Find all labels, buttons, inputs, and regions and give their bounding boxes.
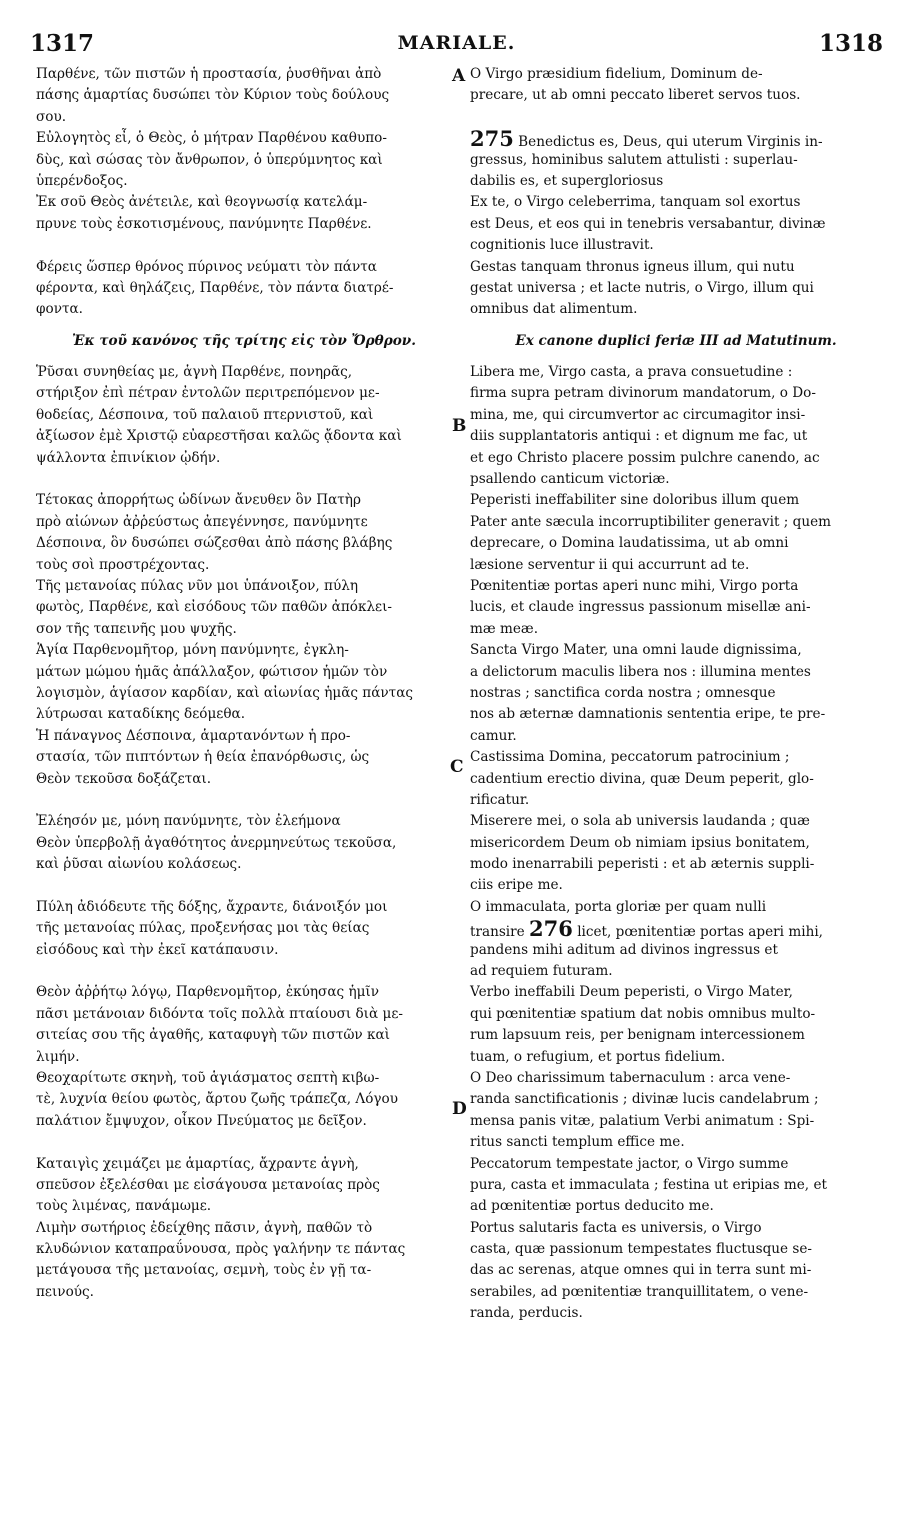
text-line: nos ab æternæ damnationis sententia eripe, te pre- — [470, 706, 826, 723]
text-line: ciis eripe me. — [470, 877, 563, 894]
latin-paragraph — [470, 640, 882, 747]
text-line: εἰσόδους καὶ τὴν ἐκεῖ κατάπαυσιν. — [36, 941, 279, 958]
text-line: σον τῆς ταπεινῆς μου ψυχῆς. — [36, 620, 237, 637]
text-line: Θεὸν τεκοῦσα δοξάζεται. — [36, 770, 212, 787]
text-line: camur. — [470, 727, 517, 744]
text-line: θοδείας, Δέσποινα, τοῦ παλαιοῦ πτερνιστοῦ, καὶ — [36, 406, 374, 423]
text-line: ritus sancti templum effice me. — [470, 1134, 685, 1151]
text-line: ὑπερένδοξος. — [36, 172, 128, 189]
text-line: Εὐλογητὸς εἶ, ὁ Θεὸς, ὁ μήτραν Παρθένου καθυπο- — [36, 130, 387, 147]
greek-paragraph — [36, 257, 452, 321]
text-line: Δέσποινα, ὃν δυσώπει σώζεσθαι ἀπὸ πάσης βλάβης — [36, 535, 393, 552]
text-line: τοὺς σοὶ προστρέχοντας. — [36, 556, 210, 573]
text-line: O immaculata, porta gloriæ per quam nulli — [470, 898, 767, 915]
latin-paragraph — [470, 64, 882, 107]
text-line: diis supplantatoris antiqui : et dignum me fac, ut — [470, 428, 808, 445]
greek-paragraph — [36, 726, 452, 790]
text-line: πρὸ αἰώνων ἀῤῥεύστως ἀπεγέννησε, πανύμνητε — [36, 513, 368, 530]
greek-column — [36, 64, 452, 1303]
text-line: μάτων μώμου ἡμᾶς ἀπάλλαξον, φώτισον ἡμῶν τὸν — [36, 663, 388, 680]
text-line: σου. — [36, 108, 67, 125]
text-line: randa sanctificationis ; divinæ lucis candelabrum ; — [470, 1091, 819, 1108]
greek-paragraph — [36, 192, 452, 235]
text-line: τὲ, λυχνία θείου φωτὸς, ἄρτου ζωῆς τράπεζα, Λόγου — [36, 1091, 398, 1108]
text-segment: Benedictus es, Deus, qui uterum Virginis in- — [518, 134, 823, 151]
margin-letter-d: D — [452, 1099, 467, 1119]
text-line: Ἁγία Παρθενομῆτορ, μόνη πανύμνητε, ἐγκλη- — [36, 642, 349, 659]
column-number-275: 275 — [470, 126, 514, 152]
text-line: στήριξον ἐπὶ πέτραν ἐντολῶν περιτρεπόμενον με- — [36, 385, 380, 402]
text-line: rum lapsuum reis, per benignam intercessionem — [470, 1027, 805, 1044]
text-line: psallendo canticum victoriæ. — [470, 471, 670, 488]
text-line: precare, ut ab omni peccato liberet servos tuos. — [470, 87, 801, 104]
text-line: serabiles, ad pœnitentiæ tranquillitatem, o vene- — [470, 1283, 809, 1300]
text-line: Ἐλέησόν με, μόνη πανύμνητε, τὸν ἐλεήμονα — [36, 813, 341, 830]
latin-paragraph — [470, 128, 882, 192]
text-line: ad requiem futuram. — [470, 963, 613, 980]
latin-paragraph — [470, 1154, 882, 1218]
text-line: Castissima Domina, peccatorum patrocinium ; — [470, 749, 790, 766]
text-line: Λιμὴν σωτήριος ἐδείχθης πᾶσιν, ἁγνὴ, παθῶν τὸ — [36, 1219, 373, 1236]
latin-paragraph — [470, 982, 882, 1068]
greek-paragraph — [36, 576, 452, 640]
margin-letter-a: A — [452, 66, 466, 86]
text-line: randa, perducis. — [470, 1305, 583, 1322]
text-line: τοὺς λιμένας, πανάμωμε. — [36, 1198, 212, 1215]
text-line: φοντα. — [36, 301, 83, 318]
text-line: modo inenarrabili peperisti : et ab æternis suppli- — [470, 856, 815, 873]
text-line: φέροντα, καὶ θηλάζεις, Παρθένε, τὸν πάντα διατρέ- — [36, 279, 394, 296]
text-line: ἀξίωσον ἐμὲ Χριστῷ εὐαρεστῆσαι καλῶς ᾄδοντα καὶ — [36, 428, 402, 445]
text-line: παλάτιον ἔμψυχον, οἶκον Πνεύματος με δεῖξον. — [36, 1112, 367, 1129]
text-line: das ac serenas, atque omnes qui in terra sunt mi- — [470, 1262, 812, 1279]
greek-section-heading: Ἐκ τοῦ κανόνος τῆς τρίτης εἰς τὸν Ὄρθρον. — [72, 332, 416, 349]
text-line: Τῆς μετανοίας πύλας νῦν μοι ὑπάνοιξον, πύλη — [36, 577, 359, 594]
text-line: στασία, τῶν πιπτόντων ἡ θεία ἐπανόρθωσις, ὡς — [36, 749, 370, 766]
latin-paragraph — [470, 1068, 882, 1154]
text-line: Παρθένε, τῶν πιστῶν ἡ προστασία, ῥυσθῆναι ἀπὸ — [36, 66, 382, 82]
text-line: misericordem Deum ob nimiam ipsius bonitatem, — [470, 834, 810, 851]
text-line: pura, casta et immaculata ; festina ut eripias me, et — [470, 1176, 827, 1193]
column-number-276: 276 — [529, 916, 573, 942]
text-line: Gestas tanquam thronus igneus illum, qui nutu — [470, 258, 795, 275]
text-line: mensa panis vitæ, palatium Verbi animatum : Spi- — [470, 1112, 815, 1129]
text-line: Τέτοκας ἀπορρήτως ὠδίνων ἄνευθεν ὃν Πατὴρ — [36, 492, 361, 509]
text-line: πρυνε τοὺς ἐσκοτισμένους, πανύμνητε Παρθένε. — [36, 215, 372, 232]
text-line: Pater ante sæcula incorruptibiliter generavit ; quem — [470, 513, 832, 530]
greek-paragraph — [36, 640, 452, 726]
text-line: φωτὸς, Παρθένε, καὶ εἰσόδους τῶν παθῶν ἀπόκλει- — [36, 599, 393, 616]
page-header — [0, 30, 913, 58]
latin-paragraph — [470, 576, 882, 640]
text-segment: transire — [470, 924, 525, 941]
text-line: πεινούς. — [36, 1283, 94, 1300]
latin-section-heading: Ex canone duplici feriæ III ad Matutinum. — [515, 332, 837, 349]
text-line: Pœnitentiæ portas aperi nunc mihi, Virgo porta — [470, 577, 799, 594]
text-line: nostras ; sanctifica corda nostra ; omnesque — [470, 684, 776, 701]
running-title: MARIALE. — [397, 32, 516, 54]
text-line: σπεῦσον ἐξελέσθαι με εἰσάγουσα μετανοίας πρὸς — [36, 1176, 380, 1193]
latin-paragraph — [470, 192, 882, 256]
text-line: Sancta Virgo Mater, una omni laude dignissima, — [470, 642, 802, 659]
left-page-number: 1317 — [30, 30, 95, 57]
greek-paragraph — [36, 982, 452, 1068]
text-line: O Deo charissimum tabernaculum : arca vene- — [470, 1069, 791, 1086]
text-line: λογισμὸν, ἁγίασον καρδίαν, καὶ αἰωνίας ἡμᾶς πάντας — [36, 684, 414, 701]
margin-letter-c: C — [450, 757, 464, 777]
text-line: λιμήν. — [36, 1048, 80, 1065]
text-line: Φέρεις ὥσπερ θρόνος πύρινος νεύματι τὸν πάντα — [36, 258, 377, 275]
right-page-number: 1318 — [818, 30, 883, 57]
text-line: Πύλη ἀδιόδευτε τῆς δόξης, ἄχραντε, διάνοιξόν μοι — [36, 898, 388, 915]
greek-paragraph — [36, 362, 452, 469]
text-line: lucis, et claude ingressus passionum misellæ ani- — [470, 599, 811, 616]
text-line: firma supra petram divinorum mandatorum, o Do- — [470, 385, 816, 402]
text-line: Θεοχαρίτωτε σκηνὴ, τοῦ ἁγιάσματος σεπτὴ κιβω- — [36, 1069, 380, 1086]
latin-paragraph — [470, 257, 882, 321]
greek-paragraph — [36, 64, 452, 128]
text-line: Θεὸν ἀῤῥήτῳ λόγῳ, Παρθενομῆτορ, ἐκύησας ἡμῖν — [36, 984, 380, 1001]
text-line: Miserere mei, o sola ab universis laudanda ; quæ — [470, 813, 810, 830]
text-line: μετάγουσα τῆς μετανοίας, σεμνὴ, τοὺς ἐν γῇ τα- — [36, 1262, 372, 1279]
text-line: omnibus dat alimentum. — [470, 301, 638, 318]
text-line: qui pœnitentiæ spatium dat nobis omnibus multo- — [470, 1005, 816, 1022]
text-line: ψάλλοντα ἐπινίκιον ᾠδήν. — [36, 449, 221, 466]
text-line: cognitionis luce illustravit. — [470, 237, 654, 254]
greek-paragraph — [36, 490, 452, 576]
text-line: Καταιγὶς χειμάζει με ἁμαρτίας, ἄχραντε ἁγνὴ, — [36, 1155, 359, 1172]
text-line: a delictorum maculis libera nos : illumina mentes — [470, 663, 811, 680]
text-line: dabilis es, et supergloriosus — [470, 172, 664, 189]
text-line: cadentium erectio divina, quæ Deum peperit, glo- — [470, 770, 814, 787]
text-line: est Deus, et eos qui in tenebris versabantur, divinæ — [470, 215, 826, 232]
latin-paragraph — [470, 811, 882, 897]
text-line: læsione serventur ii qui accurrunt ad te. — [470, 556, 750, 573]
text-line: mæ meæ. — [470, 620, 539, 637]
greek-paragraph — [36, 1218, 452, 1304]
latin-paragraph — [470, 1218, 882, 1325]
text-line — [470, 126, 882, 152]
latin-paragraph — [470, 490, 882, 576]
text-line: Portus salutaris facta es universis, o Virgo — [470, 1219, 762, 1236]
text-line: gressus, hominibus salutem attulisti : superlau- — [470, 151, 798, 168]
greek-paragraph — [36, 128, 452, 192]
text-line: δὺς, καὶ σώσας τὸν ἄνθρωπον, ὁ ὑπερύμνητος καὶ — [36, 151, 383, 168]
text-line: καὶ ῥῦσαι αἰωνίου κολάσεως. — [36, 856, 242, 873]
greek-paragraph — [36, 1068, 452, 1132]
text-line: et ego Christo placere possim pulchre canendo, ac — [470, 449, 820, 466]
text-line: τῆς μετανοίας πύλας, προξενήσας μοι τὰς θείας — [36, 920, 370, 937]
text-segment: licet, pœnitentiæ portas aperi mihi, — [577, 924, 823, 941]
text-line: Peccatorum tempestate jactor, o Virgo summe — [470, 1155, 789, 1172]
greek-paragraph — [36, 811, 452, 875]
text-line: σιτείας σου τῆς ἀγαθῆς, καταφυγὴ τῶν πιστῶν καὶ — [36, 1027, 391, 1044]
greek-paragraph — [36, 1154, 452, 1218]
text-line: πᾶσι μετάνοιαν διδόντα τοῖς πολλὰ πταίουσι διὰ με- — [36, 1005, 403, 1022]
text-line: κλυδώνιον καταπραΰνουσα, πρὸς γαλήνην τε πάντας — [36, 1241, 406, 1258]
text-line: λύτρωσαι καταδίκης δεόμεθα. — [36, 706, 246, 723]
text-line: mina, me, qui circumvertor ac circumagitor insi- — [470, 406, 806, 423]
text-line: gestat universa ; et lacte nutris, o Virgo, illum qui — [470, 279, 814, 296]
margin-letter-b: B — [452, 416, 467, 436]
text-line: casta, quæ passionum tempestates fluctusque se- — [470, 1241, 813, 1258]
text-line: tuam, o refugium, et portus fidelium. — [470, 1048, 726, 1065]
text-line: O Virgo præsidium fidelium, Dominum de- — [470, 66, 763, 82]
text-line: Peperisti ineffabiliter sine doloribus illum quem — [470, 492, 800, 509]
text-line: ad pœnitentiæ portus deducito me. — [470, 1198, 714, 1215]
text-line: Ἐκ σοῦ Θεὸς ἀνέτειλε, καὶ θεογνωσίᾳ κατελάμ- — [36, 194, 368, 211]
text-line: Θεὸν ὑπερβολῇ ἀγαθότητος ἀνερμηνεύτως τεκοῦσα, — [36, 834, 397, 851]
text-line: deprecare, o Domina laudatissima, ut ab omni — [470, 535, 789, 552]
text-line: πάσης ἁμαρτίας δυσώπει τὸν Κύριον τοὺς δούλους — [36, 87, 390, 104]
latin-column — [470, 64, 882, 1325]
text-line: rificatur. — [470, 791, 530, 808]
latin-paragraph — [470, 897, 882, 983]
text-line: Verbo ineffabili Deum peperisti, o Virgo Mater, — [470, 984, 793, 1001]
latin-paragraph — [470, 362, 882, 490]
text-line: Ἡ πάναγνος Δέσποινα, ἁμαρτανόντων ἡ προ- — [36, 727, 351, 744]
text-line: Ῥῦσαι συνηθείας με, ἁγνὴ Παρθένε, πονηρᾶς, — [36, 364, 353, 381]
text-line: Libera me, Virgo casta, a prava consuetudine : — [470, 364, 793, 381]
text-line: Ex te, o Virgo celeberrima, tanquam sol exortus — [470, 194, 801, 211]
text-line — [470, 916, 882, 942]
latin-paragraph — [470, 747, 882, 811]
text-line: pandens mihi aditum ad divinos ingressus et — [470, 941, 778, 958]
greek-paragraph — [36, 897, 452, 961]
